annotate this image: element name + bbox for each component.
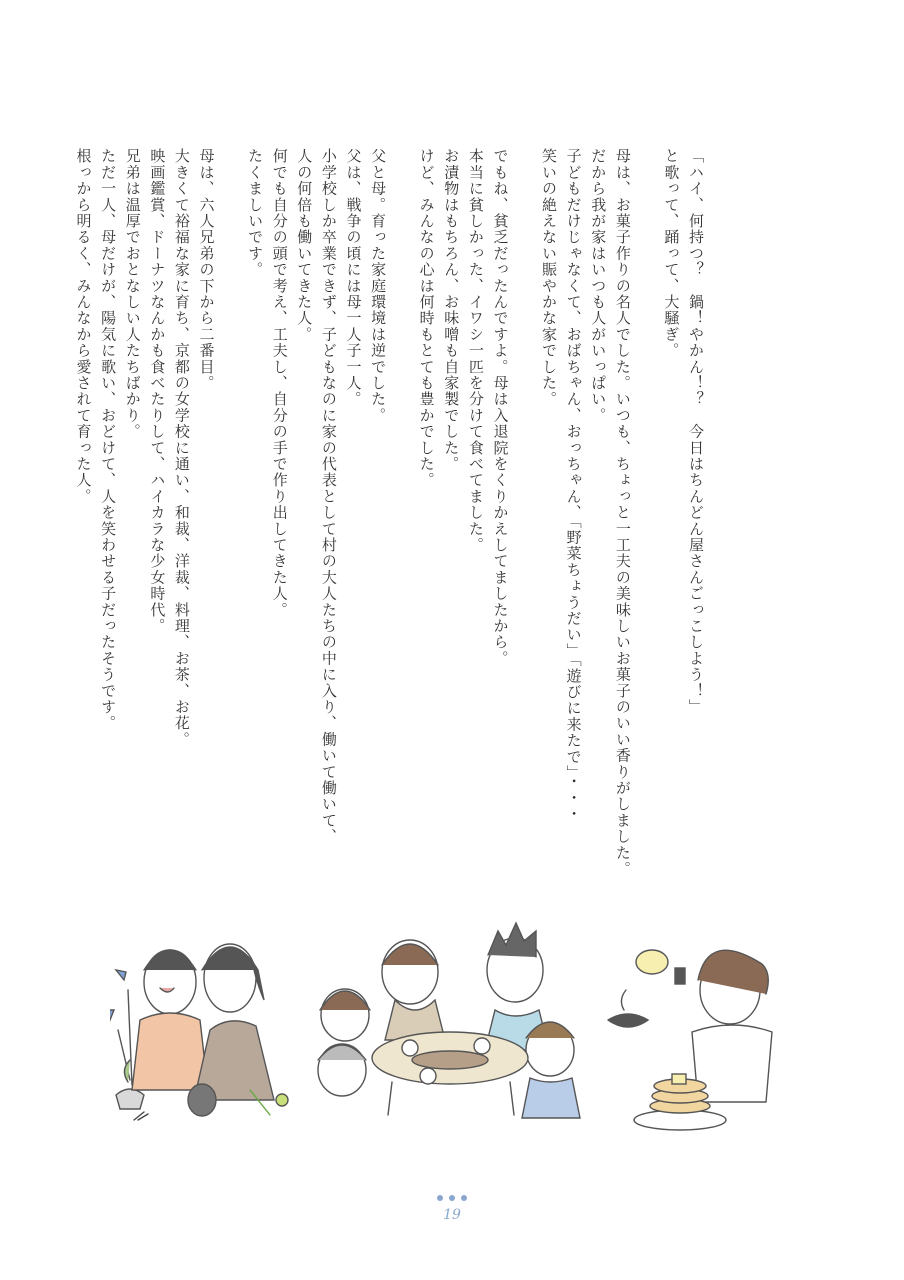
text-line: けど、みんなの心は何時もとても豊かでした。 (417, 148, 436, 489)
family-illustration (110, 910, 820, 1140)
text-line: ただ一人、母だけが、陽気に歌い、おどけて、人を笑わせる子だったそうです。 (99, 148, 118, 732)
paragraph-gap (390, 148, 414, 768)
dot-icon (437, 1195, 443, 1201)
paragraph-gap (512, 148, 536, 768)
text-line: 母は、お菓子作りの名人でした。いつも、ちょっと一工夫の美味しいお菓子のいい香りがしました。 (613, 148, 632, 877)
text-line: 母は、六人兄弟の下から二番目。 (197, 148, 216, 391)
text-line: お漬物はもちろん、お味噌も自家製でした。 (442, 148, 461, 472)
text-line: 大きくて裕福な家に育ち、京都の女学校に通い、和裁、洋裁、料理、お茶、お花。 (172, 148, 191, 748)
body-text (71, 148, 708, 877)
footer-dots (0, 1195, 904, 1201)
mother-with-pancakes (608, 950, 772, 1130)
text-line: 人の何倍も働いてきた人。 (295, 148, 314, 343)
text-line: 「ハイ、何持つ？ 鍋！やかん！？ 今日はちんどん屋さんごっこしよう！」 (687, 148, 705, 715)
text-line: 本当に貧しかった、イワシ一匹を分けて食べてました。 (466, 148, 485, 553)
page-number: 19 (443, 1207, 461, 1223)
paragraph-gap (219, 148, 243, 768)
text-line: と歌って、踊って、大騒ぎ。 (662, 148, 681, 359)
text-line: でもね、貧乏だったんですよ。母は入退院をくりかえしてましたから。 (491, 148, 510, 667)
text-line: 父は、戦争の頃には母一人子一人。 (344, 148, 363, 408)
paragraph-gap (635, 148, 659, 768)
text-line: 笑いの絶えない賑やかな家でした。 (540, 148, 559, 408)
sisters (132, 944, 288, 1116)
page-footer (0, 1195, 904, 1223)
text-line: 小学校しか卒業できず、子どもなのに家の代表として村の大人たちの中に入り、働いて働いて、 (319, 148, 338, 845)
text-line: 何でも自分の頭で考え、工夫し、自分の手で作り出してきた人。 (270, 148, 289, 618)
text-line: 子どもだけじゃなくて、おばちゃん、おっちゃん、「野菜ちょうだい」「遊びに来たで」・・・ (564, 148, 583, 823)
text-line: たくましいです。 (246, 148, 265, 278)
dot-icon (449, 1195, 455, 1201)
dot-icon (461, 1195, 467, 1201)
text-line: 根っから明るく、みんなから愛されて育った人。 (74, 148, 93, 505)
text-line: 映画鑑賞、ドーナツなんかも食べたりして、ハイカラな少女時代。 (148, 148, 167, 634)
family-at-table (318, 923, 580, 1118)
text-line: 父と母。育った家庭環境は逆でした。 (369, 148, 388, 424)
text-line: 兄弟は温厚でおとなしい人たちばかり。 (123, 148, 142, 440)
text-line: だから我が家はいつも人がいっぱい。 (589, 148, 608, 424)
